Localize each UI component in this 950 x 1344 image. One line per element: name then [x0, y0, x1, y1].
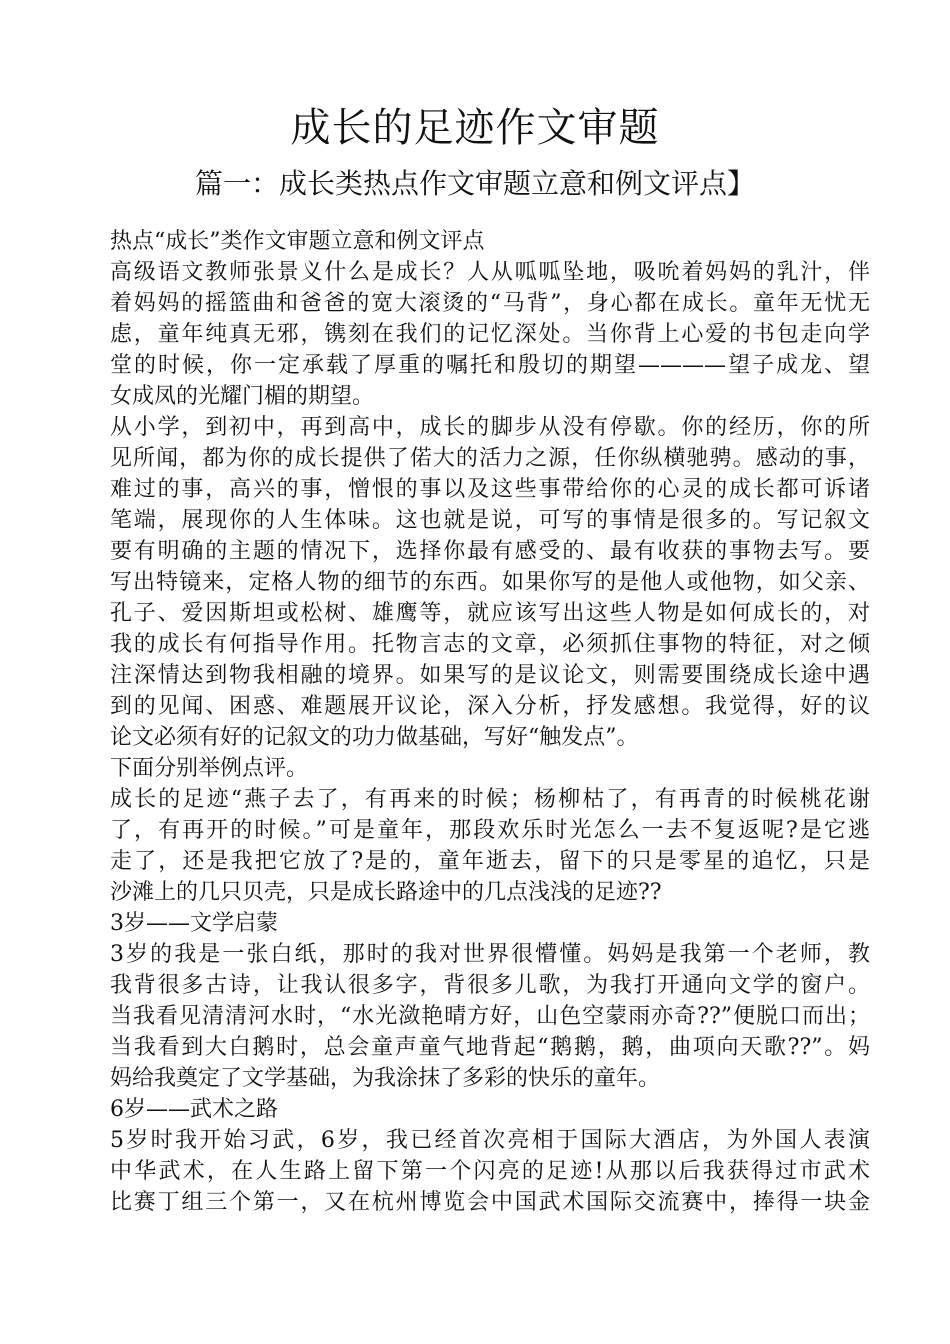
body-line: 走了，还是我把它放了?是的，童年逝去，留下的只是零星的追忆，只是	[110, 849, 870, 874]
body-line: 成长的足迹“燕子去了，有再来的时候；杨柳枯了，有再青的时候桃花谢	[110, 787, 870, 812]
body-line: 中华武术，在人生路上留下第一个闪亮的足迹!从那以后我获得过市武术	[110, 1159, 870, 1184]
document-subtitle: 篇一：成长类热点作文审题立意和例文评点】	[194, 167, 755, 200]
body-line: 沙滩上的几只贝壳，只是成长路途中的几点浅浅的足迹??	[110, 880, 662, 905]
body-line: 当我看到大白鹅时，总会童声童气地背起“鹅鹅，鹅，曲项向天歌??”。妈	[110, 1035, 870, 1060]
body-line: 女成凤的光耀门楣的期望。	[110, 384, 375, 409]
body-line: 3岁的我是一张白纸，那时的我对世界很懵懂。妈妈是我第一个老师，教	[110, 942, 870, 967]
body-line: 注深情达到物我相融的境界。如果写的是议论文，则需要围绕成长途中遇	[110, 663, 870, 688]
body-line: 3岁——文学启蒙	[110, 911, 278, 936]
document-body	[110, 226, 870, 1218]
body-line: 比赛丁组三个第一，又在杭州博览会中国武术国际交流赛中，捧得一块金	[110, 1190, 870, 1215]
body-line: 我的成长有何指导作用。托物言志的文章，必须抓住事物的特征，对之倾	[110, 632, 870, 657]
body-line: 见所闻，都为你的成长提供了偌大的活力之源，任你纵横驰骋。感动的事，	[110, 446, 870, 471]
body-line: 从小学，到初中，再到高中，成长的脚步从没有停歇。你的经历，你的所	[110, 415, 870, 440]
body-line: 当我看见清清河水时，“水光潋艳晴方好，山色空蒙雨亦奇??”便脱口而出；	[110, 1004, 870, 1029]
body-line: 笔端，展现你的人生体味。这也就是说，可写的事情是很多的。写记叙文	[110, 508, 870, 533]
body-line: 孔子、爱因斯坦或松树、雄鹰等，就应该写出这些人物是如何成长的，对	[110, 601, 870, 626]
body-line: 我背很多古诗，让我认很多字，背很多儿歌，为我打开通向文学的窗户。	[110, 973, 870, 998]
body-line: 下面分别举例点评。	[110, 756, 309, 781]
body-line: 到的见闻、困惑、难题展开议论，深入分析，抒发感想。我觉得，好的议	[110, 694, 870, 719]
body-line: 6岁——武术之路	[110, 1097, 278, 1122]
body-line: 写出特镜来，定格人物的细节的东西。如果你写的是他人或他物，如父亲、	[110, 570, 870, 595]
body-line: 论文必须有好的记叙文的功力做基础，写好“触发点”。	[110, 725, 639, 750]
body-line: 难过的事，高兴的事，憎恨的事以及这些事带给你的心灵的成长都可诉诸	[110, 477, 870, 502]
body-line: 着妈妈的摇篮曲和爸爸的宽大滚烫的“马背”，身心都在成长。童年无忧无	[110, 291, 870, 316]
body-line: 虑，童年纯真无邪，镌刻在我们的记忆深处。当你背上心爱的书包走向学	[110, 322, 870, 347]
body-line: 妈给我奠定了文学基础，为我涂抹了多彩的快乐的童年。	[110, 1066, 661, 1091]
document-title: 成长的足迹作文审题	[290, 105, 660, 151]
body-line: 5岁时我开始习武，6岁，我已经首次亮相于国际大酒店，为外国人表演	[110, 1128, 870, 1153]
body-line: 要有明确的主题的情况下，选择你最有感受的、最有收获的事物去写。要	[110, 539, 870, 564]
body-line: 堂的时候，你一定承载了厚重的嘱托和殷切的期望————望子成龙、望	[110, 353, 870, 378]
body-line: 高级语文教师张景义什么是成长？人从呱呱坠地，吸吮着妈妈的乳汁，伴	[110, 260, 870, 285]
body-line: 热点“成长”类作文审题立意和例文评点	[110, 229, 485, 254]
body-line: 了，有再开的时候。”可是童年，那段欢乐时光怎么一去不复返呢?是它逃	[110, 818, 870, 843]
